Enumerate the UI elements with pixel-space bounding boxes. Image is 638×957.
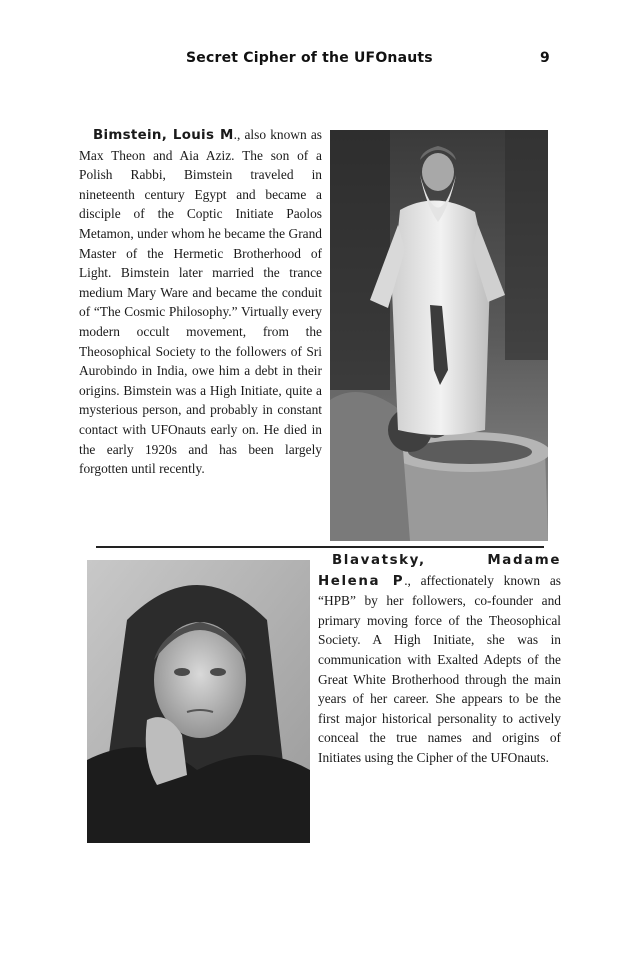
entry-name: Blavatsky, Madame Helena P: [318, 553, 561, 589]
page-number: 9: [540, 50, 550, 66]
entry-bimstein: [79, 125, 322, 479]
portrait-photo-bimstein: [330, 130, 548, 541]
running-title: Secret Cipher of the UFOnauts: [186, 50, 433, 66]
entry-body: ., affectionately known as “HPB” by her followers, co-founder and primary moving force of the Theosophical Society. A High Initiate, she was in communication with Exalted Adepts of the Great White Brotherhood through the main years of her career. She appears to be the first major historical personality to actively conceal the true names and origins of Initiates using the Cipher of the UFOnauts.: [318, 572, 561, 765]
entry-name: Bimstein, Louis M: [93, 128, 234, 143]
entry-blavatsky: [318, 550, 561, 768]
portrait-photo-blavatsky: [87, 560, 310, 843]
entry-body: ., also known as Max Theon and Aia Aziz. The son of a Polish Rabbi, Bimstein traveled in nineteenth century Egypt and became a disciple of the Coptic Initiate Paolos Metamon, under whom he became the Grand Master of the Hermetic Brotherhood of Light. Bimstein later married the trance medium Mary Ware and became the conduit of “The Cosmic Philosophy.” Virtually every modern occult movement, from the Theosophical Society to the followers of Sri Aurobindo in India, owe him a debt in their origins. Bimstein was a High Initiate, quite a mysterious person, and probably in constant contact with UFOnauts early on. He died in the early 1920s and has been largely forgotten until recently.: [79, 127, 322, 477]
running-head: [0, 50, 638, 70]
section-divider: [96, 546, 544, 548]
